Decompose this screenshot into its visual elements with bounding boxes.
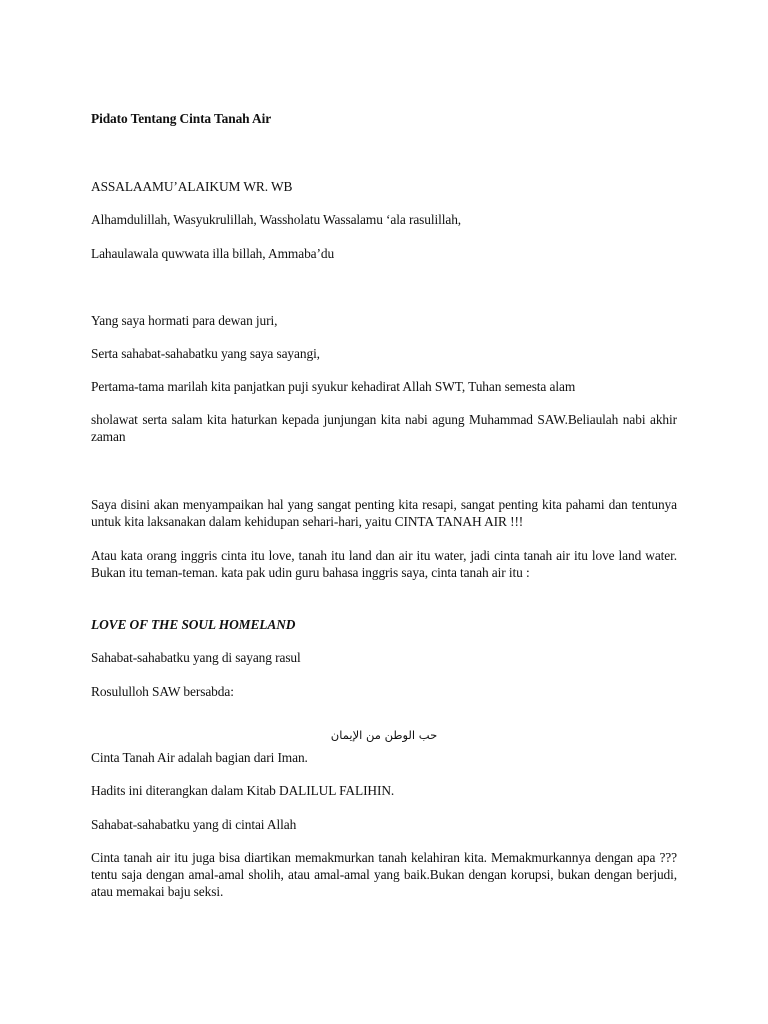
rasul-said-paragraph: Rosululloh SAW bersabda: [91,684,234,699]
greeting-friends-paragraph: Serta sahabat-sahabatku yang saya sayangi, [91,346,320,361]
english-phrase: LOVE OF THE SOUL HOMELAND [91,617,296,632]
sholawat-paragraph: sholawat serta salam kita haturkan kepada junjungan kita nabi agung Muhammad SAW.Beliaulah nabi akhir zaman [91,412,677,444]
address-allah-paragraph: Sahabat-sahabatku yang di cintai Allah [91,817,297,832]
document-title: Pidato Tentang Cinta Tanah Air [91,111,272,126]
arabic-hadith: حب الوطن من الإيمان [330,727,438,742]
salam-paragraph: ASSALAAMU’ALAIKUM WR. WB [91,179,293,194]
greeting-judges-paragraph: Yang saya hormati para dewan juri, [91,313,278,328]
hauqalah-paragraph: Lahaulawala quwwata illa billah, Ammaba’du [91,246,335,261]
hadith-meaning-paragraph: Cinta Tanah Air adalah bagian dari Iman. [91,750,308,765]
meaning-paragraph: Cinta tanah air itu juga bisa diartikan memakmurkan tanah kelahiran kita. Memakmurkannya dengan apa ??? tentu saja dengan amal-amal sholih, atau amal-amal yang baik.Bukan dengan korupsi, bukan dengan berjudi, atau memakai baju seksi. [91,850,677,899]
joke-paragraph: Atau kata orang inggris cinta itu love, tanah itu land dan air itu water, jadi cinta tanah air itu love land water. Bukan itu teman-teman. kata pak udin guru bahasa inggris saya, cinta tanah air itu : [91,548,677,580]
praise-paragraph: Pertama-tama marilah kita panjatkan puji syukur kehadirat Allah SWT, Tuhan semesta alam [91,379,576,394]
hamdalah-paragraph: Alhamdulillah, Wasyukrulillah, Wassholatu Wassalamu ‘ala rasulillah, [91,212,462,227]
intro-paragraph: Saya disini akan menyampaikan hal yang sangat penting kita resapi, sangat penting kita pahami dan tentunya untuk kita laksanakan dalam kehidupan sehari-hari, yaitu CINTA TANAH AIR !!! [91,497,677,529]
hadith-source-paragraph: Hadits ini diterangkan dalam Kitab DALILUL FALIHIN. [91,783,395,798]
address-rasul-paragraph: Sahabat-sahabatku yang di sayang rasul [91,650,301,665]
